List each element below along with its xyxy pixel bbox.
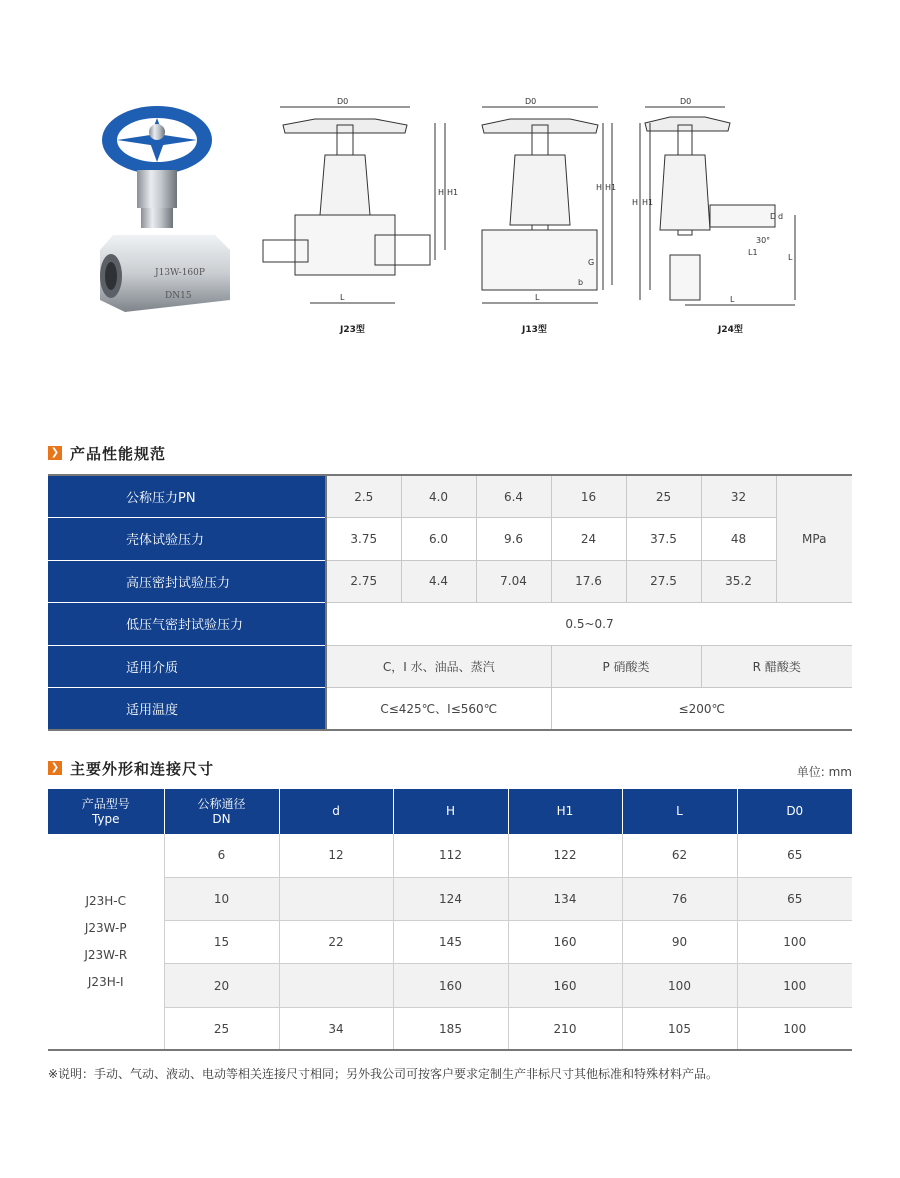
table-cell: 35.2 bbox=[701, 560, 776, 603]
caption-j23: J23型 bbox=[340, 325, 365, 335]
dim-g: G bbox=[588, 258, 595, 267]
table-row bbox=[48, 964, 852, 1007]
table-cell: 37.5 bbox=[626, 518, 701, 561]
chevron-right-icon: ❯ bbox=[48, 446, 62, 460]
table-cell: 24 bbox=[551, 518, 626, 561]
table-cell: 20 bbox=[164, 964, 279, 1007]
table-cell: 185 bbox=[393, 1007, 508, 1050]
table-cell: C，I 水、油品、蒸汽 bbox=[326, 645, 551, 688]
table-cell: 100 bbox=[622, 964, 737, 1007]
header-d0: D0 bbox=[737, 789, 852, 834]
table-row bbox=[48, 877, 852, 920]
row-label: 高压密封试验压力 bbox=[48, 560, 326, 603]
caption-j13: J13型 bbox=[522, 325, 547, 335]
dimensions-table bbox=[48, 789, 852, 1051]
table-row bbox=[48, 834, 852, 877]
table-row bbox=[48, 645, 852, 688]
table-cell: 6.4 bbox=[476, 475, 551, 518]
product-figures bbox=[0, 0, 900, 350]
table-cell: P 硝酸类 bbox=[551, 645, 701, 688]
dim-d0: D0 bbox=[337, 97, 349, 106]
valve-photo bbox=[95, 100, 245, 315]
table-row bbox=[48, 603, 852, 646]
unit-cell: MPa bbox=[776, 475, 852, 603]
table-cell: 7.04 bbox=[476, 560, 551, 603]
dim-b: b bbox=[578, 278, 584, 287]
dim-h: H bbox=[596, 183, 603, 192]
product-engraving-dn: DN15 bbox=[165, 291, 192, 301]
type-item: J23W-P bbox=[84, 920, 127, 935]
header-type-cn: 产品型号 bbox=[81, 796, 130, 811]
header-type bbox=[48, 789, 164, 834]
table-cell bbox=[279, 877, 393, 920]
dim-l: L bbox=[535, 293, 540, 302]
dim-d: d bbox=[778, 212, 784, 221]
table-cell: 4.4 bbox=[401, 560, 476, 603]
table-cell: 134 bbox=[508, 877, 622, 920]
caption-j24: J24型 bbox=[718, 325, 743, 335]
dim-l: L bbox=[730, 295, 735, 304]
table-cell: C≤425℃、I≤560℃ bbox=[326, 688, 551, 731]
row-label: 适用温度 bbox=[48, 688, 326, 731]
table-cell: 6 bbox=[164, 834, 279, 877]
row-label: 公称压力PN bbox=[48, 475, 326, 518]
table-cell: 3.75 bbox=[326, 518, 401, 561]
table-cell: 65 bbox=[737, 877, 852, 920]
header-dn bbox=[164, 789, 279, 834]
table-cell: 25 bbox=[626, 475, 701, 518]
table-cell: 34 bbox=[279, 1007, 393, 1050]
table-cell: 25 bbox=[164, 1007, 279, 1050]
table-cell: 2.5 bbox=[326, 475, 401, 518]
dim-h: H bbox=[438, 188, 445, 197]
table-cell: 90 bbox=[622, 921, 737, 964]
table-cell: 100 bbox=[737, 964, 852, 1007]
type-item: J23W-R bbox=[84, 947, 128, 962]
table-row bbox=[48, 560, 852, 603]
table-cell: 17.6 bbox=[551, 560, 626, 603]
table-cell: 210 bbox=[508, 1007, 622, 1050]
table-cell: 32 bbox=[701, 475, 776, 518]
dim-l: L bbox=[340, 293, 345, 302]
table-cell: 10 bbox=[164, 877, 279, 920]
table-cell: 27.5 bbox=[626, 560, 701, 603]
table-cell bbox=[279, 964, 393, 1007]
type-item: J23H-I bbox=[87, 974, 124, 989]
table-cell: 100 bbox=[737, 921, 852, 964]
table-cell: 160 bbox=[508, 921, 622, 964]
unit-note: 单位: mm bbox=[796, 765, 852, 779]
table-row bbox=[48, 518, 852, 561]
dim-angle: 30° bbox=[756, 236, 771, 245]
table-header-row bbox=[48, 789, 852, 834]
table-cell: 76 bbox=[622, 877, 737, 920]
header-dn-en: DN bbox=[212, 811, 231, 826]
dim-h1: H1 bbox=[447, 188, 459, 197]
section-performance-header bbox=[48, 442, 166, 464]
table-cell: 160 bbox=[393, 964, 508, 1007]
header-h1: H1 bbox=[508, 789, 622, 834]
table-cell: ≤200℃ bbox=[551, 688, 852, 731]
table-cell: 122 bbox=[508, 834, 622, 877]
dim-h: H bbox=[632, 198, 639, 207]
table-cell: 100 bbox=[737, 1007, 852, 1050]
table-row bbox=[48, 475, 852, 518]
table-cell: 16 bbox=[551, 475, 626, 518]
table-cell: 12 bbox=[279, 834, 393, 877]
table-cell: 9.6 bbox=[476, 518, 551, 561]
table-cell: 145 bbox=[393, 921, 508, 964]
dim-d-upper: D bbox=[770, 212, 777, 221]
table-cell: 22 bbox=[279, 921, 393, 964]
dim-l1: L1 bbox=[748, 248, 758, 257]
table-cell: 0.5~0.7 bbox=[326, 603, 852, 646]
dim-h1: H1 bbox=[642, 198, 654, 207]
performance-table bbox=[48, 474, 852, 731]
header-h: H bbox=[393, 789, 508, 834]
dim-l-vertical: L bbox=[788, 253, 793, 262]
product-engraving-model: J13W-160P bbox=[155, 268, 205, 278]
table-cell: 65 bbox=[737, 834, 852, 877]
dim-d0: D0 bbox=[525, 97, 537, 106]
header-type-en: Type bbox=[91, 811, 120, 826]
row-label: 低压气密封试验压力 bbox=[48, 603, 326, 646]
table-cell: 48 bbox=[701, 518, 776, 561]
type-list-cell bbox=[48, 834, 164, 1050]
header-dn-cn: 公称通径 bbox=[197, 796, 246, 811]
table-cell: 105 bbox=[622, 1007, 737, 1050]
section-performance-title: 产品性能规范 bbox=[70, 444, 167, 463]
table-cell: 112 bbox=[393, 834, 508, 877]
table-cell: 4.0 bbox=[401, 475, 476, 518]
dim-h1: H1 bbox=[605, 183, 617, 192]
header-l: L bbox=[622, 789, 737, 834]
table-cell: 160 bbox=[508, 964, 622, 1007]
section-dimensions-header bbox=[48, 757, 214, 779]
table-row bbox=[48, 921, 852, 964]
table-cell: 15 bbox=[164, 921, 279, 964]
table-cell: 6.0 bbox=[401, 518, 476, 561]
table-row bbox=[48, 1007, 852, 1050]
drawing-j23 bbox=[255, 95, 459, 320]
section-dimensions-title: 主要外形和连接尺寸 bbox=[70, 759, 215, 778]
row-label: 适用介质 bbox=[48, 645, 326, 688]
table-row bbox=[48, 688, 852, 731]
header-d: d bbox=[279, 789, 393, 834]
table-cell: R 醋酸类 bbox=[701, 645, 852, 688]
footnote: ※说明：手动、气动、液动、电动等相关连接尺寸相同；另外我公司可按客户要求定制生产非标尺寸其他标准和特殊材料产品。 bbox=[48, 1067, 719, 1081]
row-label: 壳体试验压力 bbox=[48, 518, 326, 561]
type-item: J23H-C bbox=[85, 893, 127, 908]
drawing-j24 bbox=[630, 95, 805, 320]
drawing-j13 bbox=[470, 95, 620, 320]
table-cell: 124 bbox=[393, 877, 508, 920]
dim-d0: D0 bbox=[680, 97, 692, 106]
table-cell: 2.75 bbox=[326, 560, 401, 603]
chevron-right-icon: ❯ bbox=[48, 761, 62, 775]
table-cell: 62 bbox=[622, 834, 737, 877]
